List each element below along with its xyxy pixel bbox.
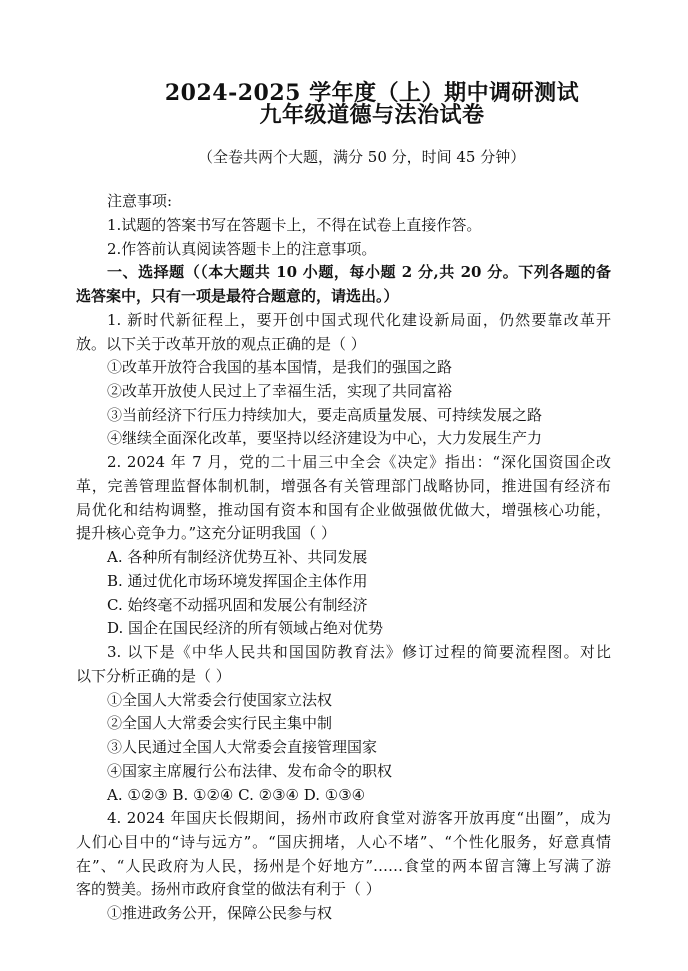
q3-option-3: ③人民通过全国人大常委会直接管理国家 — [107, 738, 378, 756]
q4-stem-line1: 4. 2024 年国庆长假期间，扬州市政府食堂对游客开放再度“出圈”，成为 — [107, 809, 611, 827]
q4-stem-line2: 人们心目中的“诗与远方”。“国庆拥堵，人心不堵”、“个性化服务，好意真情 — [76, 833, 611, 851]
exam-title-line2: 九年级道德与法治试卷 — [259, 102, 485, 128]
section-heading-line1: 一、选择题（（本大题共 10 小题，每小题 2 分,共 20 分。下列各题的备 — [107, 263, 611, 281]
q1-stem-line1: 1. 新时代新征程上，要开创中国式现代化建设新局面，仍然要靠改革开 — [107, 311, 611, 329]
notes-item-1: 1.试题的答案书写在答题卡上，不得在试卷上直接作答。 — [107, 216, 482, 234]
q2-stem-line4: 提升核心竞争力。”这充分证明我国（ ） — [76, 524, 336, 542]
q2-option-c: C. 始终毫不动摇巩固和发展公有制经济 — [107, 596, 368, 614]
q1-option-3: ③当前经济下行压力持续加大，要走高质量发展、可持续发展之路 — [107, 406, 543, 424]
q4-stem-line4: 客的赞美。扬州市政府食堂的做法有利于（ ） — [76, 880, 381, 898]
q3-option-4: ④国家主席履行公布法律、发布命令的职权 — [107, 762, 393, 780]
q2-stem-line1: 2. 2024 年 7 月，党的二十届三中全会《决定》指出：“深化国资国企改 — [107, 453, 611, 471]
q1-option-2: ②改革开放使人民过上了幸福生活，实现了共同富裕 — [107, 382, 453, 400]
q2-option-a: A. 各种所有制经济优势互补、共同发展 — [107, 548, 368, 566]
q3-choices: A. ①②③ B. ①②④ C. ②③④ D. ①③④ — [107, 786, 366, 804]
exam-subtitle: （全卷共两个大题，满分 50 分，时间 45 分钟） — [198, 148, 526, 166]
q1-option-1: ①改革开放符合我国的基本国情，是我们的强国之路 — [107, 358, 453, 376]
q2-option-d: D. 国企在国民经济的所有领域占绝对优势 — [107, 619, 384, 637]
notes-heading: 注意事项: — [107, 192, 173, 210]
q1-option-4: ④继续全面深化改革，要坚持以经济建设为中心，大力发展生产力 — [107, 429, 543, 447]
q3-stem-line2: 以下分析正确的是（ ） — [76, 667, 231, 685]
q3-option-1: ①全国人大常委会行使国家立法权 — [107, 691, 333, 709]
q3-stem-line1: 3. 以下是《中华人民共和国国防教育法》修订过程的简要流程图。对比 — [107, 643, 611, 661]
q1-stem-line2: 放。以下关于改革开放的观点正确的是（ ） — [76, 335, 366, 353]
q4-stem-line3: 在”、“人民政府为人民，扬州是个好地方”……食堂的两本留言簿上写满了游 — [76, 857, 611, 875]
q2-stem-line3: 局优化和结构调整，推动国有资本和国有企业做强做优做大，增强核心功能， — [76, 501, 611, 519]
exam-title-line1: 2024-2025 学年度（上）期中调研测试 — [164, 80, 580, 106]
section-heading-line2: 选答案中，只有一项是最符合题意的，请选出。） — [76, 287, 399, 305]
q2-option-b: B. 通过优化市场环境发挥国企主体作用 — [107, 572, 368, 590]
q2-stem-line2: 革，完善管理监督体制机制，增强各有关管理部门战略协同，推进国有经济布 — [76, 477, 611, 495]
notes-item-2: 2.作答前认真阅读答题卡上的注意事项。 — [107, 240, 377, 258]
q3-option-2: ②全国人大常委会实行民主集中制 — [107, 714, 333, 732]
q4-option-1: ①推进政务公开，保障公民参与权 — [107, 904, 333, 922]
